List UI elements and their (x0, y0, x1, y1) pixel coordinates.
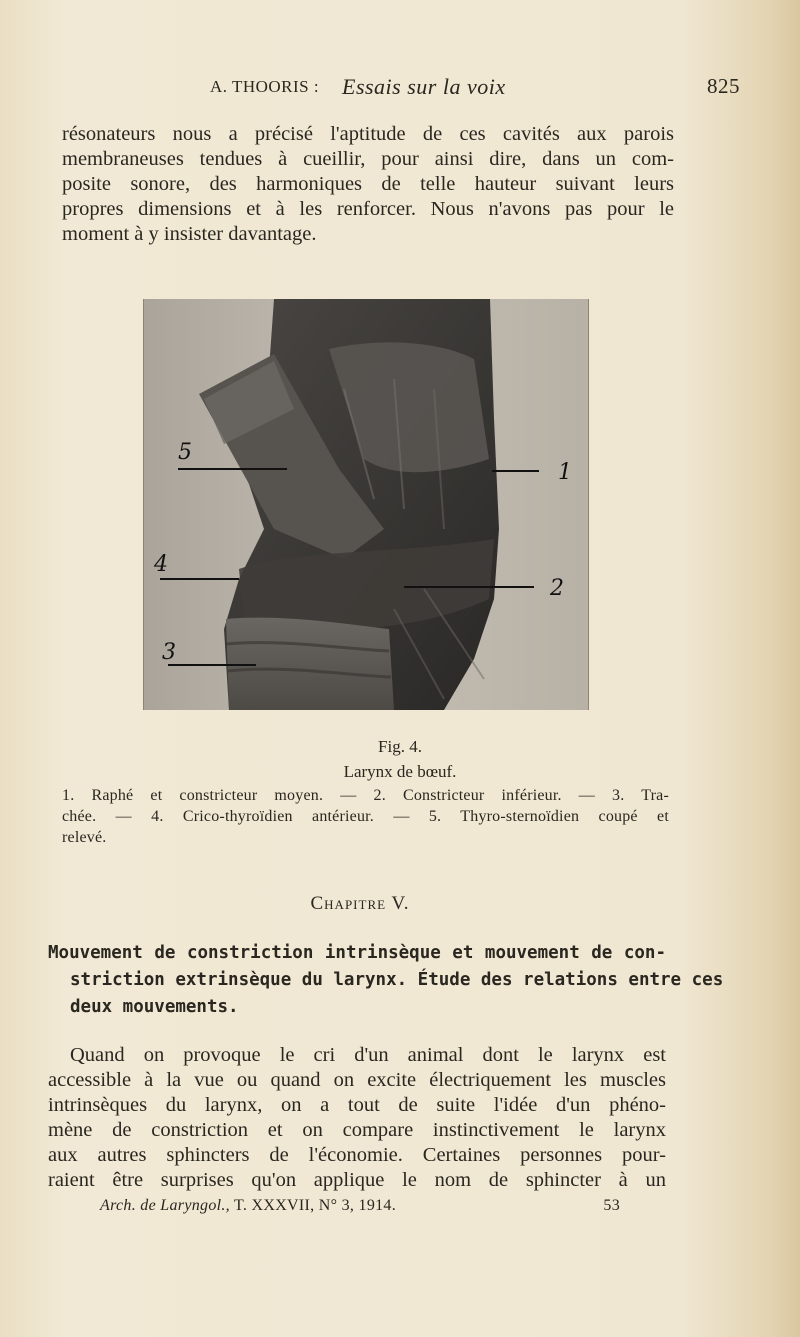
text-line: résonateurs nous a précisé l'aptitude de ces cavités aux parois (62, 123, 674, 145)
page-footer (100, 1197, 620, 1215)
text-line: raient être surprises qu'on applique le nom de sphincter à un (48, 1169, 666, 1191)
figure-legend (62, 785, 669, 848)
figure-label: 4 (154, 552, 168, 577)
figure-label: 3 (162, 640, 176, 665)
text-line: mène de constriction et on compare instinctivement le larynx (48, 1119, 666, 1141)
legend-line: chée. — 4. Crico-thyroïdien antérieur. — 5. Thyro-sternoïdien coupé et (62, 808, 669, 825)
figure-label: 1 (558, 460, 572, 485)
running-head-title: Essais sur la voix (342, 74, 506, 99)
text-line: posite sonore, des harmoniques de telle hauteur suivant leurs (62, 173, 674, 195)
journal-citation: T. XXXVII, N° 3, 1914. (234, 1197, 397, 1214)
legend-line: 1. Raphé et constricteur moyen. — 2. Constricteur inférieur. — 3. Tra- (62, 787, 669, 804)
larynx-photograph (143, 299, 589, 710)
heading-line: striction extrinsèque du larynx. Étude des relations entre ces (70, 970, 724, 990)
paragraph-2 (48, 1043, 666, 1193)
paragraph-1 (62, 122, 674, 247)
figure-label: 2 (550, 576, 564, 601)
text-line: accessible à la vue ou quand on excite électriquement les muscles (48, 1069, 666, 1091)
text-line: Quand on provoque le cri d'un animal dont le larynx est (70, 1044, 666, 1066)
text-line: propres dimensions et à les renforcer. Nous n'avons pas pour le (62, 198, 674, 220)
heading-line: deux mouvements. (70, 997, 239, 1017)
figure-title: Larynx de bœuf. (343, 762, 457, 781)
text-line: aux autres sphincters de l'économie. Certaines personnes pour- (48, 1144, 666, 1166)
section-heading (48, 940, 724, 1021)
chapter-title: Chapitre V. (310, 893, 410, 914)
larynx-photo-drawing (144, 299, 588, 710)
page-number: 825 (707, 74, 740, 98)
text-line: membraneuses tendues à cueillir, pour ainsi dire, dans un com- (62, 148, 674, 170)
sheet-number: 53 (603, 1197, 620, 1214)
legend-line: relevé. (62, 829, 107, 846)
journal-name: Arch. de Laryngol., (100, 1197, 230, 1214)
text-line: intrinsèques du larynx, on a tout de suite l'idée d'un phéno- (48, 1094, 666, 1116)
heading-line: Mouvement de constriction intrinsèque et mouvement de con- (48, 943, 666, 963)
figure-label: 5 (178, 440, 192, 465)
text-line: moment à y insister davantage. (62, 223, 317, 245)
figure-number: Fig. 4. (378, 737, 422, 756)
running-head-author: A. THOORIS : (210, 77, 320, 96)
